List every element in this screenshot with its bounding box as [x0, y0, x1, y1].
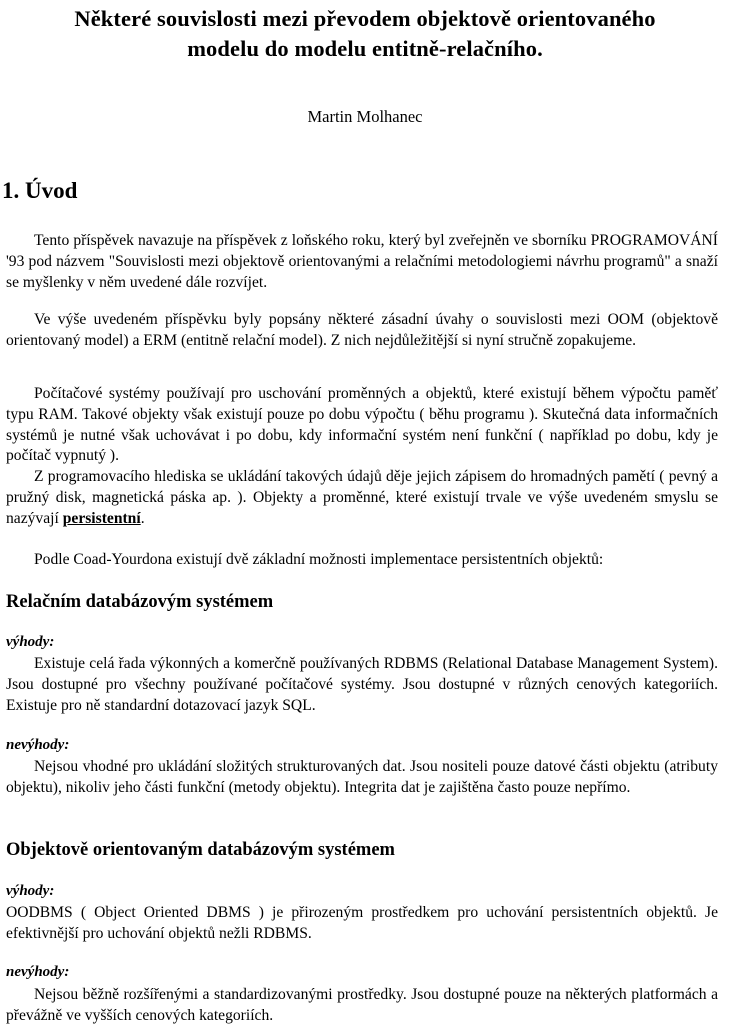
- term-persistentni: persistentní: [62, 509, 141, 527]
- paragraph-3-text: Počítačové systémy používají pro uschování proměnných a objektů, které existují během výpočtu paměť typu RAM. Takové objekty však existují pouze po dobu výpočtu ( běhu programu ). Skutečná data informačních systémů je nutné však uchovávat i po dobu, kdy informační systém není funkční ( například po dobu, kdy je počítač vypnutý ).: [6, 385, 718, 465]
- author-name: Martin Molhanec: [307, 107, 423, 126]
- title-line-1: Některé souvislosti mezi převodem objektově orientovaného: [74, 6, 656, 31]
- paragraph-3: [6, 384, 718, 467]
- paragraph-4-end: .: [140, 509, 145, 527]
- oo-advantages-label: výhody:: [6, 883, 55, 899]
- relational-advantages-label: výhody:: [6, 634, 55, 650]
- relational-advantages-text: Existuje celá řada výkonných a komerčně používaných RDBMS (Relational Database Management System). Jsou dostupné pro všechny používané počítačové systémy. Jsou dostupné v různých cenových kategoriích. Existuje pro ně standardní dotazovací jazyk SQL.: [6, 655, 718, 714]
- paragraph-5-text: Podle Coad-Yourdona existují dvě základní možnosti implementace persistentních objektů:: [34, 551, 604, 568]
- paragraph-2: [6, 310, 718, 352]
- section-heading-relational: Relačním databázovým systémem: [6, 592, 274, 612]
- paragraph-1: [6, 231, 718, 293]
- relational-disadvantages-label: nevýhody:: [6, 737, 70, 753]
- oo-advantages: [6, 903, 718, 945]
- oo-disadvantages: [6, 985, 718, 1027]
- relational-advantages: [6, 654, 718, 716]
- paragraph-2-text: Ve výše uvedeném příspěvku byly popsány některé zásadní úvahy o souvislosti mezi OOM (objektově orientovaný model) a ERM (entitně relační model). Z nich nejdůležitější si nyní stručně zopakujeme.: [6, 311, 718, 349]
- paragraph-4: [6, 467, 718, 529]
- paragraph-4-text: Z programovacího hlediska se ukládání takových údajů děje jejich zápisem do hromadných pamětí ( pevný a pružný disk, magnetická páska ap. ). Objekty a proměnné, které existují trvale ve výše uvedeném smyslu se nazývají: [6, 468, 718, 527]
- title-line-2: modelu do modelu entitně-relačního.: [187, 36, 543, 61]
- relational-disadvantages: [6, 757, 718, 799]
- paragraph-1-text: Tento příspěvek navazuje na příspěvek z loňského roku, který byl zveřejněn ve sborníku PROGRAMOVÁNÍ '93 pod názvem "Souvislosti mezi objektově orientovanými a relačními metodologiemi návrhu programů" a snaží se myšlenky v něm uvedené dále rozvíjet.: [6, 232, 718, 291]
- section-heading-object-oriented: Objektově orientovaným databázovým systémem: [6, 840, 395, 860]
- oo-disadvantages-label: nevýhody:: [6, 964, 70, 980]
- oo-advantages-text: OODBMS ( Object Oriented DBMS ) je přirozeným prostředkem pro uchování persistentních objektů. Je efektivnější pro uchování objektů nežli RDBMS.: [6, 904, 718, 942]
- section-heading-uvod: 1. Úvod: [2, 178, 78, 203]
- document-title: [0, 4, 730, 64]
- paragraph-5: [6, 550, 718, 571]
- relational-disadvantages-text: Nejsou vhodné pro ukládání složitých strukturovaných dat. Jsou nositeli pouze datové části objektu (atributy objektu), nikoliv jeho části funkční (metody objektu). Integrita dat je zajištěna často pouze nepřímo.: [6, 758, 718, 796]
- oo-disadvantages-text: Nejsou běžně rozšířenými a standardizovanými prostředky. Jsou dostupné pouze na některých platformách a převážně ve vyšších cenových kategoriích.: [6, 986, 718, 1024]
